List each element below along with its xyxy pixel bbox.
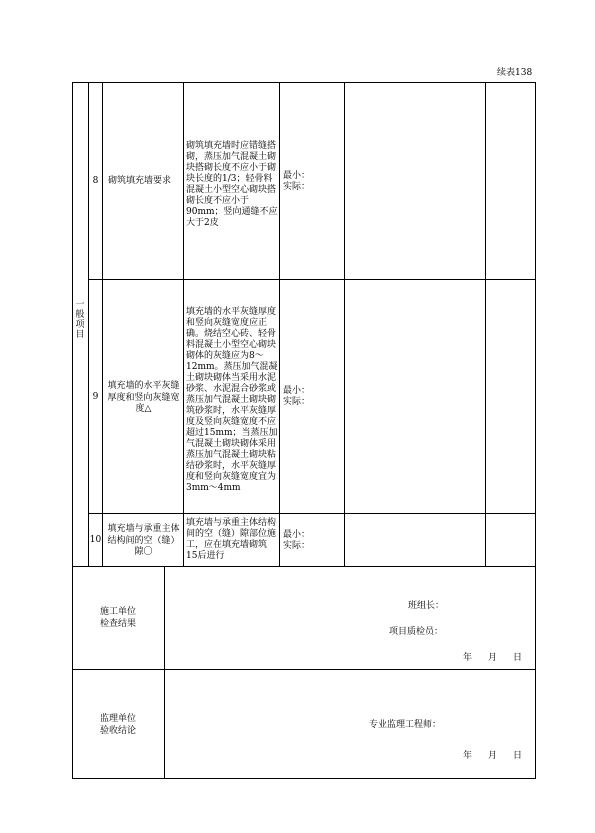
- row-item: 填充墙的水平灰缝厚度和竖向灰缝宽度△: [107, 381, 180, 414]
- row-min-label: 最小：: [283, 386, 311, 396]
- category-label: 一般项目: [75, 300, 85, 340]
- construction-label: 施工单位检查结果: [99, 607, 136, 629]
- date-year: 年: [463, 751, 473, 761]
- date-year: 年: [463, 653, 473, 663]
- table-continuation-label: 续表138: [497, 68, 533, 78]
- row-actual-label: 实际：: [283, 541, 311, 551]
- supervision-label: 监理单位验收结论: [99, 714, 136, 736]
- team-leader-label: 班组长：: [408, 601, 445, 611]
- row-requirement: 砌筑填充墙时应错缝搭砌，蒸压加气混凝土砌块搭砌长度不应小于砌块长度的1/3；轻骨料混凝土小型空心砌块搭砌长度不应小于90mm；竖向通缝不应大于2皮: [186, 141, 278, 228]
- inspector-label: 项目质检员：: [389, 627, 444, 637]
- row-item: 填充墙与承重主体结构间的空（缝）隙〇: [107, 524, 180, 557]
- row-actual-label: 实际：: [283, 397, 311, 407]
- date-day: 日: [513, 653, 523, 663]
- engineer-label: 专业监理工程师：: [369, 720, 442, 730]
- row-actual-label: 实际：: [283, 182, 311, 192]
- row-index: 8: [92, 176, 99, 186]
- date-day: 日: [513, 751, 523, 761]
- row-min-label: 最小：: [283, 530, 311, 540]
- date-month: 月: [488, 751, 498, 761]
- date-month: 月: [488, 653, 498, 663]
- row-item: 砌筑填充墙要求: [108, 176, 172, 186]
- row-index: 9: [92, 392, 99, 402]
- row-index: 10: [89, 535, 102, 545]
- row-min-label: 最小：: [283, 171, 311, 181]
- row-requirement: 填充墙与承重主体结构间的空（缝）隙部位施工，应在填充墙砌筑15后进行: [186, 518, 277, 561]
- row-requirement: 填充墙的水平灰缝厚度和竖向灰缝宽度应正确。烧结空心砖、轻骨料混凝土小型空心砌块砌体的灰缝应为8～12mm。蒸压加气混凝土砌块砌体当采用水泥砂浆、水泥混合砂浆或蒸压加气混凝土砌块砌筑砂浆时，水平灰缝厚度及竖向灰缝宽度不应超过15mm；当蒸压加气混凝土砌块砌体采用蒸压加气混凝土砌块粘结砂浆时，水平灰缝厚度和竖向灰缝宽度宜为3mm～4mm: [186, 307, 278, 493]
